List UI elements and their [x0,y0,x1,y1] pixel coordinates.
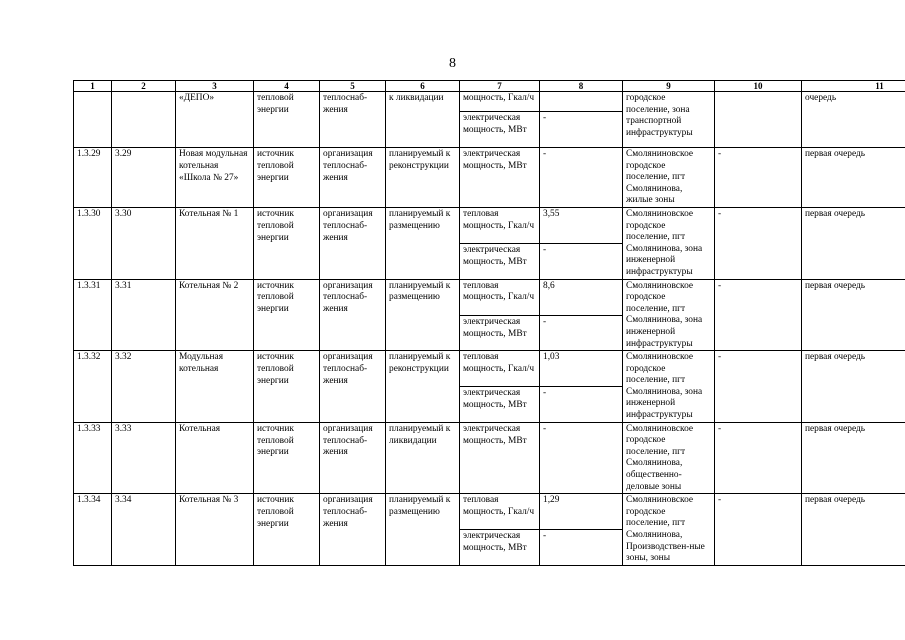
cell-number: 1.3.33 [74,422,112,494]
cell-type: источник тепловой энергии [254,351,320,423]
cell-status: планируемый к размещению [386,494,460,566]
cell-status: планируемый к размещению [386,207,460,279]
cell-number: 1.3.32 [74,351,112,423]
cell-characteristic: электрическая мощность, МВт [460,112,540,148]
cell-status: планируемый к ликвидации [386,422,460,494]
cell-characteristic: электрическая мощность, МВт [460,244,540,279]
cell-map-number: 3.34 [112,494,176,566]
cell-map-number: 3.31 [112,279,176,351]
table-body [74,92,905,566]
table-row [74,351,905,387]
cell-object-name: Модульная котельная [176,351,254,423]
cell-value: 1,03 [540,351,623,387]
cell-number: 1.3.29 [74,148,112,208]
column-header-8: 8 [540,81,623,92]
column-header-9: 9 [623,81,715,92]
column-header-11: 11 [802,81,905,92]
cell-map-number: 3.32 [112,351,176,423]
cell-value: - [540,315,623,350]
cell-value: - [540,530,623,566]
cell-stage: первая очередь [802,494,905,566]
cell-stage: первая очередь [802,207,905,279]
cell-zone: - [715,422,802,494]
cell-type: тепловой энергии [254,92,320,148]
cell-object-name: Котельная [176,422,254,494]
table-row [74,494,905,530]
cell-value [540,92,623,112]
cell-zone: - [715,351,802,423]
cell-location: Смоляниновское городское поселение, пгт Смолянинова, зона инженерной инфраструктуры [623,207,715,279]
cell-zone: - [715,494,802,566]
page-number: 8 [449,56,456,71]
cell-location: Смоляниновское городское поселение, пгт Смолянинова, жилые зоны [623,148,715,208]
cell-characteristic: электрическая мощность, МВт [460,530,540,566]
cell-stage: первая очередь [802,422,905,494]
cell-location: Смоляниновское городское поселение, пгт Смолянинова, зона инженерной инфраструктуры [623,351,715,423]
cell-value: - [540,148,623,208]
cell-number [74,92,112,148]
objects-table [73,80,905,566]
table-header [74,81,905,92]
cell-type: источник тепловой энергии [254,279,320,351]
cell-characteristic: тепловая мощность, Гкал/ч [460,494,540,530]
table-row [74,92,905,112]
cell-status: планируемый к реконструкции [386,351,460,423]
cell-purpose: организация теплоснаб-жения [320,494,386,566]
cell-number: 1.3.30 [74,207,112,279]
cell-object-name: Котельная № 2 [176,279,254,351]
cell-characteristic: электрическая мощность, МВт [460,387,540,422]
cell-purpose: организация теплоснаб-жения [320,148,386,208]
cell-stage: первая очередь [802,279,905,351]
cell-stage: очередь [802,92,905,148]
cell-value: - [540,244,623,279]
column-header-4: 4 [254,81,320,92]
cell-type: источник тепловой энергии [254,207,320,279]
cell-stage: первая очередь [802,148,905,208]
cell-purpose: организация теплоснаб-жения [320,422,386,494]
cell-value: 8,6 [540,279,623,315]
cell-value: 3,55 [540,207,623,243]
cell-location: Смоляниновское городское поселение, пгт Смолянинова, зона инженерной инфраструктуры [623,279,715,351]
cell-map-number: 3.33 [112,422,176,494]
cell-value: - [540,112,623,148]
header-row [74,81,905,92]
cell-object-name: Новая модульная котельная «Школа № 27» [176,148,254,208]
cell-status: планируемый к реконструкции [386,148,460,208]
cell-status: к ликвидации [386,92,460,148]
cell-purpose: организация теплоснаб-жения [320,351,386,423]
column-header-6: 6 [386,81,460,92]
cell-object-name: Котельная № 1 [176,207,254,279]
column-header-2: 2 [112,81,176,92]
cell-value: 1,29 [540,494,623,530]
cell-map-number [112,92,176,148]
cell-zone: - [715,148,802,208]
column-header-10: 10 [715,81,802,92]
cell-purpose: организация теплоснаб-жения [320,279,386,351]
column-header-7: 7 [460,81,540,92]
cell-characteristic: мощность, Гкал/ч [460,92,540,112]
cell-characteristic: электрическая мощность, МВт [460,148,540,208]
cell-characteristic: электрическая мощность, МВт [460,422,540,494]
cell-zone: - [715,279,802,351]
cell-value: - [540,387,623,422]
cell-characteristic: тепловая мощность, Гкал/ч [460,351,540,387]
cell-characteristic: тепловая мощность, Гкал/ч [460,279,540,315]
cell-type: источник тепловой энергии [254,148,320,208]
cell-zone [715,92,802,148]
cell-location: Смоляниновское городское поселение, пгт Смолянинова, общественно-деловые зоны [623,422,715,494]
table-row [74,207,905,243]
column-header-5: 5 [320,81,386,92]
column-header-3: 3 [176,81,254,92]
cell-type: источник тепловой энергии [254,494,320,566]
cell-characteristic: электрическая мощность, МВт [460,315,540,350]
cell-location: городское поселение, зона транспортной инфраструктуры [623,92,715,148]
cell-number: 1.3.34 [74,494,112,566]
cell-value: - [540,422,623,494]
cell-map-number: 3.29 [112,148,176,208]
cell-type: источник тепловой энергии [254,422,320,494]
table-row [74,279,905,315]
cell-object-name: Котельная № 3 [176,494,254,566]
cell-purpose: организация теплоснаб-жения [320,207,386,279]
column-header-1: 1 [74,81,112,92]
cell-stage: первая очередь [802,351,905,423]
cell-purpose: теплоснаб-жения [320,92,386,148]
cell-object-name: «ДЕПО» [176,92,254,148]
cell-map-number: 3.30 [112,207,176,279]
cell-location: Смоляниновское городское поселение, пгт Смолянинова, Производствен-ные зоны, зоны [623,494,715,566]
table-row [74,422,905,494]
cell-number: 1.3.31 [74,279,112,351]
table-row [74,148,905,208]
cell-status: планируемый к размещению [386,279,460,351]
cell-zone: - [715,207,802,279]
cell-characteristic: тепловая мощность, Гкал/ч [460,207,540,243]
